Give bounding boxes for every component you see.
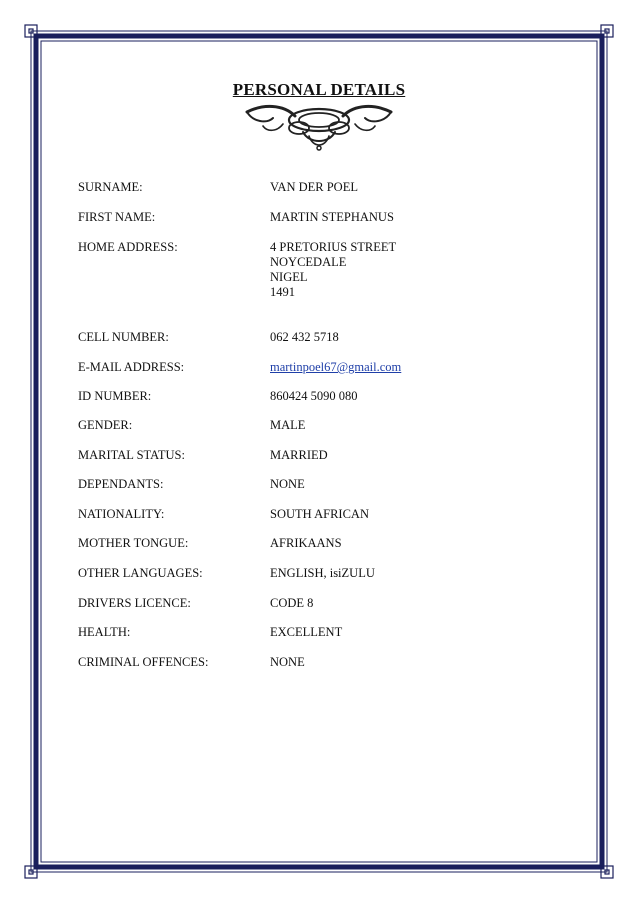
field-value: MARTIN STEPHANUS: [270, 210, 394, 224]
field-label: MOTHER TONGUE:: [78, 536, 189, 550]
address-line: 4 PRETORIUS STREET: [270, 240, 397, 254]
field-label: FIRST NAME:: [78, 210, 156, 224]
field-label: HOME ADDRESS:: [78, 240, 178, 254]
field-value: AFRIKAANS: [270, 536, 342, 550]
field-value: ENGLISH, isiZULU: [270, 566, 375, 580]
field-label: ID NUMBER:: [78, 389, 152, 403]
field-value: 062 432 5718: [270, 330, 339, 344]
field-value: NONE: [270, 655, 305, 669]
field-value: EXCELLENT: [270, 625, 343, 639]
field-value-address: [270, 240, 396, 300]
page-title: PERSONAL DETAILS: [232, 80, 406, 99]
field-label: DEPENDANTS:: [78, 477, 164, 491]
field-label: SURNAME:: [78, 180, 143, 194]
field-label: E-MAIL ADDRESS:: [78, 360, 185, 374]
field-label: MARITAL STATUS:: [78, 448, 185, 462]
field-label: GENDER:: [78, 418, 133, 432]
field-value: VAN DER POEL: [270, 180, 358, 194]
field-value: MALE: [270, 418, 306, 432]
address-line: NIGEL: [270, 270, 308, 284]
field-label: CRIMINAL OFFENCES:: [78, 655, 209, 669]
field-label: CELL NUMBER:: [78, 330, 169, 344]
field-label: HEALTH:: [78, 625, 131, 639]
field-label: OTHER LANGUAGES:: [78, 566, 203, 580]
address-line: NOYCEDALE: [270, 255, 347, 269]
field-value: NONE: [270, 477, 305, 491]
field-value: MARRIED: [270, 448, 328, 462]
field-label: DRIVERS LICENCE:: [78, 596, 191, 610]
field-label: NATIONALITY:: [78, 507, 165, 521]
scroll-flourish-icon: [243, 102, 395, 152]
field-value: CODE 8: [270, 596, 314, 610]
field-value: 860424 5090 080: [270, 389, 358, 403]
address-line: 1491: [270, 285, 295, 299]
email-link[interactable]: martinpoel67@gmail.com: [270, 360, 402, 374]
field-value: SOUTH AFRICAN: [270, 507, 369, 521]
